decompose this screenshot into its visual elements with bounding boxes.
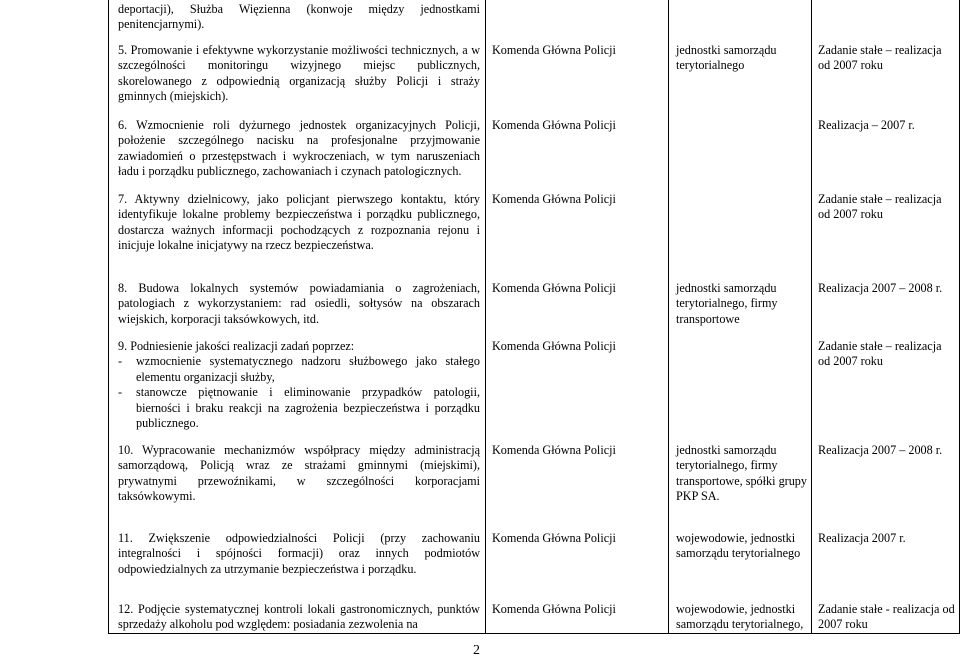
row-term: Realizacja 2007 r.	[818, 531, 906, 545]
row-description: 10. Wypracowanie mechanizmów współpracy między administracją samorządową, Policją wraz ze strażami gminnymi (miejskimi), prywatnymi przewoźnikami, w szczególności korporacjami taksówkowymi.	[118, 443, 480, 504]
row-description: deportacji), Służba Więzienna (konwoje między jednostkami penitencjarnymi).	[118, 2, 480, 32]
column-divider-1	[485, 0, 486, 634]
row-term: Zadanie stałe – realizacja od 2007 roku	[818, 339, 942, 369]
table-row	[118, 2, 480, 33]
list-bullet: -	[118, 354, 123, 369]
row-description: 5. Promowanie i efektywne wykorzystanie możliwości technicznych, a w szczególności monitoringu wizyjnego miejsc publicznych, skorelowanego z odpowiednią organizacją służby Policji i straży gminnych (miejskich).	[118, 43, 480, 104]
row-partners: jednostki samorządu terytorialnego, firmy transportowe, spółki grupy PKP SA.	[676, 443, 807, 504]
table-border-bottom	[108, 633, 960, 634]
row-term: Zadanie stałe - realizacja od 2007 roku	[818, 602, 955, 632]
row-term: Zadanie stałe – realizacja od 2007 roku	[818, 43, 942, 73]
list-bullet: -	[118, 385, 123, 400]
row-unit: Komenda Główna Policji	[492, 43, 616, 57]
row-unit: Komenda Główna Policji	[492, 281, 616, 295]
row-unit: Komenda Główna Policji	[492, 192, 616, 206]
table-row	[118, 118, 480, 180]
row-partners: wojewodowie, jednostki samorządu terytorialnego,	[676, 602, 804, 632]
row-partners: wojewodowie, jednostki samorządu terytorialnego	[676, 531, 801, 561]
table-row	[118, 281, 480, 327]
table-row	[118, 43, 480, 105]
page-number: 2	[473, 643, 480, 658]
list-item-text: wzmocnienie systematycznego nadzoru służbowego jako stałego elementu organizacji służby,	[136, 354, 480, 384]
row-term: Realizacja 2007 – 2008 r.	[818, 281, 943, 295]
table-border-left	[108, 0, 109, 634]
row-unit: Komenda Główna Policji	[492, 602, 616, 616]
row-description: 11. Zwiększenie odpowiedzialności Policji (przy zachowaniu integralności i spójności formacji) oraz innych podmiotów odpowiedzialnych za utrzymanie bezpieczeństwa i porządku.	[118, 531, 480, 576]
row-partners: jednostki samorządu terytorialnego	[676, 43, 777, 73]
row-term: Zadanie stałe – realizacja od 2007 roku	[818, 192, 942, 222]
list-item	[118, 354, 480, 385]
row-unit: Komenda Główna Policji	[492, 339, 616, 353]
table-row	[118, 531, 480, 577]
row-unit: Komenda Główna Policji	[492, 531, 616, 545]
table-row	[118, 192, 480, 254]
column-divider-3	[811, 0, 812, 634]
row-term: Realizacja 2007 – 2008 r.	[818, 443, 943, 457]
row-description: 12. Podjęcie systematycznej kontroli lokali gastronomicznych, punktów sprzedaży alkoholu pod względem: posiadania zezwolenia na	[118, 602, 480, 632]
row-description: 9. Podniesienie jakości realizacji zadań poprzez:	[118, 339, 355, 353]
list-item-text: stanowcze piętnowanie i eliminowanie przypadków patologii, bierności i braku reakcji na zagrożenia bezpieczeństwa i porządku publicznego.	[136, 385, 480, 431]
table-row	[118, 602, 480, 633]
row-description: 6. Wzmocnienie roli dyżurnego jednostek organizacyjnych Policji, położenie szczególnego nacisku na profesjonalne przyjmowanie zawiadomień o przestępstwach i wykroczeniach, w tym naruszeniach ładu i porządku publicznego, zachowaniach i czynach patologicznych.	[118, 118, 480, 179]
row-description: 8. Budowa lokalnych systemów powiadamiania o zagrożeniach, patologiach z wykorzystaniem: rad osiedli, sołtysów na obszarach wiejskich, korporacji taksówkowych, itd.	[118, 281, 480, 326]
row-unit: Komenda Główna Policji	[492, 118, 616, 132]
row-unit: Komenda Główna Policji	[492, 443, 616, 457]
row-term: Realizacja – 2007 r.	[818, 118, 915, 132]
table-row	[118, 339, 480, 431]
list-item	[118, 385, 480, 431]
table-row	[118, 443, 480, 505]
row-partners: jednostki samorządu terytorialnego, firmy transportowe	[676, 281, 778, 326]
row-description: 7. Aktywny dzielnicowy, jako policjant pierwszego kontaktu, który identyfikuje lokalne problemy bezpieczeństwa i porządku publicznego, dostarcza ważnych informacji pochodzących z rozpoznania rejonu i inicjuje lokalne inicjatywy na rzecz bezpieczeństwa.	[118, 192, 480, 253]
column-divider-2	[668, 0, 669, 634]
